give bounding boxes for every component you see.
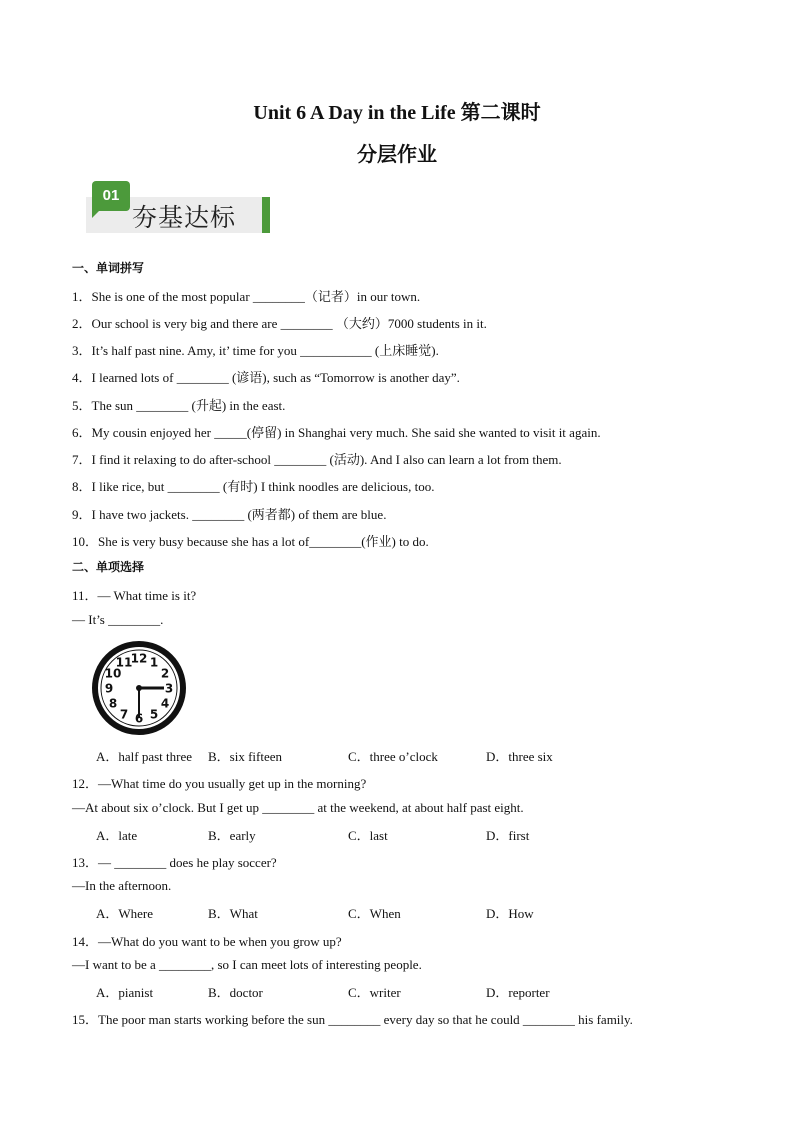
q12-option-a: A．late xyxy=(96,828,138,843)
question-12-response: —At about six o’clock. But I get up ________ at the weekend, at about half past eight. xyxy=(72,800,524,815)
q13-option-d: D．How xyxy=(486,906,534,921)
question-8: 8．I like rice, but ________ (有时) I think noodles are delicious, too. xyxy=(72,479,435,494)
clock-numeral: 2 xyxy=(160,666,170,681)
clock-numeral: 1 xyxy=(149,655,159,670)
question-7: 7．I find it relaxing to do after-school ________ (活动). And I also can learn a lot from them. xyxy=(72,452,562,467)
question-11-prompt: 11．— What time is it? xyxy=(72,588,197,603)
q14-option-b: B．doctor xyxy=(208,985,263,1000)
question-9: 9．I have two jackets. ________ (两者都) of them are blue. xyxy=(72,507,387,522)
question-13-prompt: 13．— ________ does he play soccer? xyxy=(72,855,277,870)
q11-option-b: B．six fifteen xyxy=(208,749,283,764)
question-12-prompt: 12．—What time do you usually get up in the morning? xyxy=(72,776,367,791)
question-2: 2．Our school is very big and there are ________ （大约）7000 students in it. xyxy=(72,316,487,331)
page-subtitle: 分层作业 xyxy=(357,144,437,166)
clock-numeral: 4 xyxy=(160,696,170,711)
q14-option-d: D．reporter xyxy=(486,985,550,1000)
q12-option-b: B．early xyxy=(208,828,256,843)
question-1: 1．She is one of the most popular ________（记者）in our town. xyxy=(72,289,421,304)
q12-option-c: C．last xyxy=(348,828,388,843)
banner-accent-bar xyxy=(262,197,270,233)
badge-tail-icon xyxy=(92,209,101,218)
clock-numeral: 8 xyxy=(108,696,118,711)
page-title: Unit 6 A Day in the Life 第二课时 xyxy=(253,102,541,124)
clock-numeral: 6 xyxy=(134,711,144,726)
question-5: 5．The sun ________ (升起) in the east. xyxy=(72,398,286,413)
question-4: 4．I learned lots of ________ (谚语), such as “Tomorrow is another day”. xyxy=(72,370,460,385)
clock-center xyxy=(136,685,142,691)
q11-option-c: C．three o’clock xyxy=(348,749,438,764)
q13-option-c: C．When xyxy=(348,906,401,921)
q13-option-a: A．Where xyxy=(96,906,154,921)
question-6: 6．My cousin enjoyed her _____(停留) in Shanghai very much. She said she wanted to visit it again. xyxy=(72,425,601,440)
question-14-response: —I want to be a ________, so I can meet lots of interesting people. xyxy=(72,957,422,972)
clock-numeral: 9 xyxy=(104,681,114,696)
q12-option-d: D．first xyxy=(486,828,530,843)
section-heading-spelling: 一、单词拼写 xyxy=(72,261,145,275)
question-3: 3．It’s half past nine. Amy, it’ time for you ___________ (上床睡觉). xyxy=(72,343,439,358)
banner-label: 夯基达标 xyxy=(132,203,237,232)
banner-number-badge: 01 xyxy=(92,181,130,211)
q11-option-a: A．half past three xyxy=(96,749,193,764)
question-14-prompt: 14．—What do you want to be when you grow up? xyxy=(72,934,342,949)
q13-option-b: B．What xyxy=(208,906,258,921)
clock-image xyxy=(90,639,188,737)
question-10: 10．She is very busy because she has a lot of________(作业) to do. xyxy=(72,534,429,549)
question-13-response: —In the afternoon. xyxy=(72,878,172,893)
q14-option-c: C．writer xyxy=(348,985,401,1000)
q11-option-d: D．three six xyxy=(486,749,553,764)
clock-numeral: 3 xyxy=(164,681,174,696)
clock-numeral: 11 xyxy=(115,655,133,670)
clock-numeral: 12 xyxy=(130,651,148,666)
section-heading-choice: 二、单项选择 xyxy=(72,560,145,574)
q14-option-a: A．pianist xyxy=(96,985,154,1000)
section-banner xyxy=(86,181,272,233)
clock-numeral: 10 xyxy=(104,666,122,681)
question-15: 15．The poor man starts working before the sun ________ every day so that he could ________ his family. xyxy=(72,1012,633,1027)
clock-numeral: 7 xyxy=(119,707,129,722)
clock-numeral: 5 xyxy=(149,707,159,722)
question-11-response: — It’s ________. xyxy=(72,612,164,627)
